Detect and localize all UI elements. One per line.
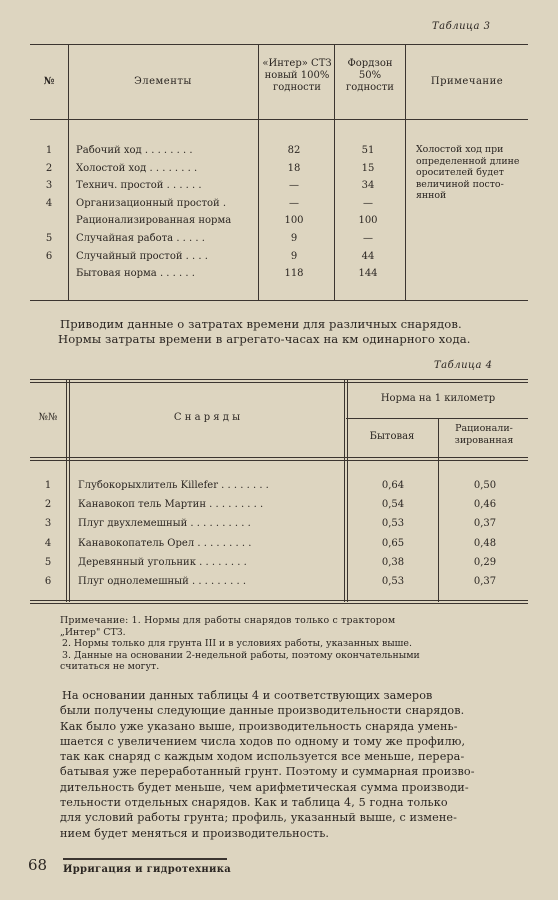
table3-row-element: Рабочий ход . . . . . . . .: [76, 145, 193, 156]
table3-row-fordzon: —: [363, 197, 373, 209]
table3-row-element: Случайный простой . . . .: [76, 250, 208, 262]
table4-header-norm: Норма на 1 километр: [380, 393, 496, 404]
table4-row-tool: Канавокопатель Орел . . . . . . . . .: [78, 537, 252, 549]
table4-header-num: №№: [38, 412, 58, 423]
table4-row-household: 0,54: [381, 499, 405, 511]
table4-row-tool: Глубокорыхлитель Killefer . . . . . . . .: [78, 480, 269, 491]
table3-header-notes: Примечание: [430, 76, 504, 87]
table4-row-household: 0,53: [381, 576, 405, 587]
table3-row-inter: —: [289, 180, 299, 192]
table4-row-number: 2: [44, 499, 52, 511]
body-line: нием будет меняться и производительность.: [60, 826, 330, 840]
table4-row-rational: 0,29: [473, 556, 497, 568]
table4-row-rational: 0,48: [473, 537, 497, 549]
table3-note-line: определенной длине: [416, 155, 520, 167]
table3-row-number: 2: [45, 162, 53, 174]
table3-row-fordzon: 15: [361, 162, 375, 174]
table4-row-number: 6: [44, 576, 52, 587]
footnote-line: „Интер" СТЗ.: [60, 626, 126, 638]
page-number: 68: [28, 856, 48, 874]
table3-row-number: 1: [45, 145, 53, 156]
table3-row-element: Технич. простой . . . . . .: [76, 180, 202, 192]
body-paragraph: [60, 688, 530, 841]
table4-row-tool: Деревянный угольник . . . . . . . .: [78, 556, 247, 568]
intro-line: Приводим данные о затратах времени для различных снарядов.: [60, 317, 462, 331]
table4-row-number: 5: [44, 556, 52, 568]
body-line: были получены следующие данные производительности снарядов.: [60, 704, 465, 718]
table3-vline-2: [258, 44, 259, 300]
table4-row-household: 0,38: [381, 556, 405, 568]
body-line: так как снаряд с каждым ходом используется все меньше, перера-: [60, 750, 465, 764]
footer-rule: [63, 858, 227, 860]
table3-header-rule: [30, 119, 528, 120]
table4-row-household: 0,64: [381, 480, 405, 491]
footnote-line: считаться не могут.: [60, 661, 160, 672]
table3-row-fordzon: 34: [361, 180, 375, 192]
table4-vline-2: [344, 379, 348, 602]
journal-title: Ирригация и гидротехника: [63, 864, 232, 875]
body-line: для условий работы грунта; профиль, указанный выше, с измене-: [60, 811, 457, 825]
table3-vline-3: [334, 44, 335, 300]
table3-row-number: 4: [45, 197, 53, 209]
table3-note-line: Холостой ход при: [416, 144, 504, 155]
table3-note-line: янной: [416, 190, 447, 201]
table3-row-fordzon: 44: [361, 250, 375, 262]
table3-row-fordzon: 100: [358, 215, 378, 227]
footnote-line: 2. Нормы только для грунта III и в условиях работы, указанных выше.: [62, 638, 412, 649]
table3-caption: Таблица 3: [432, 21, 491, 32]
table4-vline-3: [438, 418, 439, 602]
table3-header-inter: «Интер» СТЗ новый 100% годности: [262, 58, 332, 93]
table4-row-rational: 0,37: [473, 518, 497, 530]
table3-note-line: оросителей будет: [416, 167, 504, 178]
table4-header-tools: С н а р я д ы: [173, 412, 241, 423]
table3-row-number: 6: [45, 250, 53, 262]
intro-paragraph: [60, 317, 530, 348]
table4-norm-rule: [346, 418, 528, 419]
table3-top-rule: [30, 44, 528, 45]
body-line: На основании данных таблицы 4 и соответствующих замеров: [62, 689, 433, 702]
footnote-line: 3. Данные на основании 2-недельной работы, поэтому окончательными: [62, 649, 420, 661]
table3-row-number: 5: [45, 233, 53, 244]
table3-row-inter: 100: [284, 215, 304, 227]
table4-row-tool: Канавокоп тель Мартин . . . . . . . . .: [78, 499, 264, 511]
table4-row-rational: 0,37: [473, 576, 497, 587]
table4-row-tool: Плуг однолемешный . . . . . . . . .: [78, 576, 247, 587]
body-line: Как было уже указано выше, производительность снаряда умень-: [60, 719, 458, 733]
table3-row-element: Холостой ход . . . . . . . .: [76, 162, 198, 174]
table3-row-fordzon: —: [363, 233, 373, 244]
body-line: тельности отдельных снарядов. Как и таблица 4, 5 годна только: [60, 796, 448, 810]
table4-row-rational: 0,50: [473, 480, 497, 491]
table3-note-line: величиной посто-: [416, 178, 504, 190]
table3-row-inter: 9: [290, 250, 298, 262]
table4-row-household: 0,53: [381, 518, 405, 530]
table4-bottom-rule: [30, 600, 528, 604]
table3-row-element: Организационный простой .: [76, 197, 227, 209]
table3-row-fordzon: 51: [361, 145, 375, 156]
table3-header-num: №: [43, 76, 55, 87]
table4-row-rational: 0,46: [473, 499, 497, 511]
table4-row-number: 1: [44, 480, 52, 491]
table3-row-inter: 18: [287, 162, 301, 174]
footnote-line: Примечание: 1. Нормы для работы снарядов только с трактором: [60, 615, 396, 626]
table3-row-inter: 118: [284, 268, 304, 280]
table3-row-element: Рационализированная норма: [76, 215, 232, 227]
table3-note-cell: [416, 144, 530, 202]
table4-row-tool: Плуг двухлемешный . . . . . . . . . .: [78, 518, 251, 530]
intro-line: Нормы затраты времени в агрегато-часах на км одинарного хода.: [58, 332, 471, 347]
table3-row-fordzon: 144: [358, 268, 378, 280]
table3-row-element: Случайная работа . . . . .: [76, 233, 205, 244]
table4-header-rule: [30, 457, 528, 461]
body-line: батывая уже переработанный грунт. Поэтому и суммарная произво-: [60, 765, 475, 779]
table3-bottom-rule: [30, 300, 528, 301]
table4-top-rule: [30, 379, 528, 383]
table3-row-element: Бытовая норма . . . . . .: [76, 268, 195, 280]
body-line: дительность будет меньше, чем арифметическая сумма производи-: [60, 780, 469, 794]
table3-row-inter: —: [289, 197, 299, 209]
table4-row-number: 3: [44, 518, 52, 530]
table4-header-rational: Рационали-зированная: [454, 423, 514, 446]
table4-row-number: 4: [44, 537, 52, 549]
table4-header-household: Бытовая: [369, 431, 415, 442]
table4-caption: Таблица 4: [434, 360, 493, 371]
table3-header-elements: Элементы: [134, 76, 192, 87]
table3-header-fordzon: Фордзон 50% годности: [346, 58, 394, 93]
table3-row-inter: 9: [290, 233, 298, 244]
footnotes: [60, 615, 530, 673]
table3-row-number: 3: [45, 180, 53, 192]
table3-row-inter: 82: [287, 145, 301, 156]
body-line: шается с увеличением числа ходов по одному и тому же профилю,: [60, 734, 466, 748]
table4-row-household: 0,65: [381, 537, 405, 549]
